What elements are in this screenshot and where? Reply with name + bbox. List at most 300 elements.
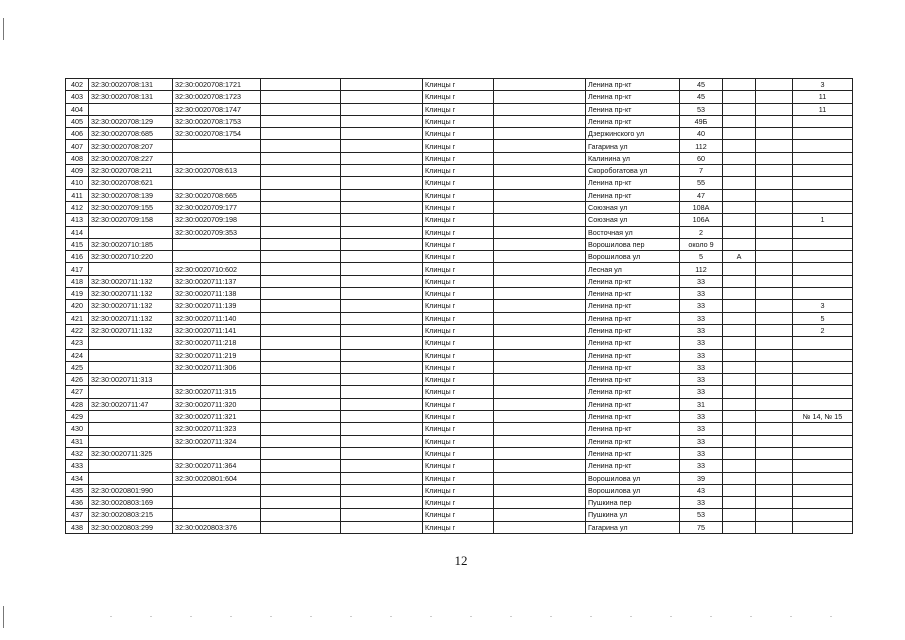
cadastral-number-cell: 32:30:0020803:169 xyxy=(89,497,173,509)
apartment-cell xyxy=(793,165,853,177)
blank-cell xyxy=(494,263,586,275)
blank-cell xyxy=(494,275,586,287)
city-cell: Клинцы г xyxy=(423,115,494,127)
city-cell: Клинцы г xyxy=(423,312,494,324)
cadastral-number-cell: 32:30:0020708:227 xyxy=(89,152,173,164)
cadastral-number-cell: 32:30:0020710:185 xyxy=(89,238,173,250)
blank-cell xyxy=(261,238,341,250)
city-cell: Клинцы г xyxy=(423,324,494,336)
blank-cell xyxy=(261,251,341,263)
blank-cell xyxy=(261,460,341,472)
apartment-cell xyxy=(793,201,853,213)
apartment-cell xyxy=(793,509,853,521)
cadastral-number-cell: 32:30:0020803:215 xyxy=(89,509,173,521)
apartment-cell xyxy=(793,140,853,152)
blank-cell xyxy=(756,103,793,115)
house-number-cell: 33 xyxy=(680,300,723,312)
blank-cell xyxy=(756,140,793,152)
blank-cell xyxy=(261,509,341,521)
building-cadastral-number-cell: 32:30:0020708:613 xyxy=(173,165,261,177)
street-cell: Ленина пр-кт xyxy=(586,103,680,115)
blank-cell xyxy=(341,312,423,324)
house-number-cell: 49Б xyxy=(680,115,723,127)
building-cadastral-number-cell: 32:30:0020708:665 xyxy=(173,189,261,201)
blank-cell xyxy=(756,386,793,398)
table-row xyxy=(66,177,853,189)
building-cadastral-number-cell: 32:30:0020711:140 xyxy=(173,312,261,324)
letter-cell xyxy=(723,411,756,423)
letter-cell xyxy=(723,275,756,287)
apartment-cell xyxy=(793,177,853,189)
apartment-cell: 2 xyxy=(793,324,853,336)
blank-cell xyxy=(341,521,423,533)
blank-cell xyxy=(261,91,341,103)
blank-cell xyxy=(756,214,793,226)
apartment-cell: 1 xyxy=(793,214,853,226)
letter-cell xyxy=(723,337,756,349)
blank-cell xyxy=(261,324,341,336)
house-number-cell: 55 xyxy=(680,177,723,189)
row-number-cell: 413 xyxy=(66,214,89,226)
apartment-cell xyxy=(793,398,853,410)
letter-cell xyxy=(723,361,756,373)
street-cell: Ленина пр-кт xyxy=(586,337,680,349)
city-cell: Клинцы г xyxy=(423,411,494,423)
cadastral-number-cell: 32:30:0020708:139 xyxy=(89,189,173,201)
table-row xyxy=(66,509,853,521)
cadastral-number-cell: 32:30:0020710:220 xyxy=(89,251,173,263)
house-number-cell: 75 xyxy=(680,521,723,533)
letter-cell xyxy=(723,214,756,226)
apartment-cell xyxy=(793,238,853,250)
blank-cell xyxy=(261,435,341,447)
building-cadastral-number-cell: 32:30:0020708:1723 xyxy=(173,91,261,103)
house-number-cell: 5 xyxy=(680,251,723,263)
street-cell: Ворошилова ул xyxy=(586,251,680,263)
blank-cell xyxy=(756,91,793,103)
cadastral-number-cell: 32:30:0020709:155 xyxy=(89,201,173,213)
blank-cell xyxy=(756,238,793,250)
blank-cell xyxy=(494,374,586,386)
blank-cell xyxy=(261,521,341,533)
apartment-cell: 3 xyxy=(793,79,853,91)
cadastral-number-cell xyxy=(89,423,173,435)
building-cadastral-number-cell: 32:30:0020711:141 xyxy=(173,324,261,336)
house-number-cell: 43 xyxy=(680,484,723,496)
cadastral-number-cell xyxy=(89,435,173,447)
cadastral-number-cell: 32:30:0020709:158 xyxy=(89,214,173,226)
blank-cell xyxy=(341,103,423,115)
blank-cell xyxy=(341,165,423,177)
blank-cell xyxy=(341,435,423,447)
blank-cell xyxy=(261,226,341,238)
blank-cell xyxy=(261,177,341,189)
street-cell: Ворошилова ул xyxy=(586,472,680,484)
table-row xyxy=(66,226,853,238)
apartment-cell xyxy=(793,128,853,140)
blank-cell xyxy=(756,275,793,287)
cadastral-number-cell: 32:30:0020803:299 xyxy=(89,521,173,533)
cadastral-number-cell: 32:30:0020708:621 xyxy=(89,177,173,189)
street-cell: Ленина пр-кт xyxy=(586,460,680,472)
letter-cell xyxy=(723,300,756,312)
apartment-cell xyxy=(793,251,853,263)
letter-cell xyxy=(723,497,756,509)
city-cell: Клинцы г xyxy=(423,374,494,386)
house-number-cell: 47 xyxy=(680,189,723,201)
apartment-cell: № 14, № 15 xyxy=(793,411,853,423)
blank-cell xyxy=(756,349,793,361)
house-number-cell: 45 xyxy=(680,79,723,91)
row-number-cell: 433 xyxy=(66,460,89,472)
cadastral-number-cell xyxy=(89,349,173,361)
street-cell: Скоробогатова ул xyxy=(586,165,680,177)
building-cadastral-number-cell: 32:30:0020709:177 xyxy=(173,201,261,213)
street-cell: Ленина пр-кт xyxy=(586,374,680,386)
house-number-cell: 33 xyxy=(680,423,723,435)
blank-cell xyxy=(494,423,586,435)
city-cell: Клинцы г xyxy=(423,300,494,312)
blank-cell xyxy=(494,472,586,484)
letter-cell xyxy=(723,79,756,91)
city-cell: Клинцы г xyxy=(423,201,494,213)
apartment-cell xyxy=(793,263,853,275)
blank-cell xyxy=(261,152,341,164)
house-number-cell: 33 xyxy=(680,460,723,472)
cadastral-number-cell: 32:30:0020708:131 xyxy=(89,91,173,103)
apartment-cell: 11 xyxy=(793,103,853,115)
blank-cell xyxy=(494,324,586,336)
row-number-cell: 422 xyxy=(66,324,89,336)
apartment-cell xyxy=(793,497,853,509)
cadastral-number-cell xyxy=(89,386,173,398)
table-row xyxy=(66,460,853,472)
city-cell: Клинцы г xyxy=(423,386,494,398)
scan-margin-mark-bottom xyxy=(3,606,4,628)
row-number-cell: 431 xyxy=(66,435,89,447)
blank-cell xyxy=(261,361,341,373)
table-row xyxy=(66,263,853,275)
letter-cell xyxy=(723,115,756,127)
row-number-cell: 429 xyxy=(66,411,89,423)
blank-cell xyxy=(261,300,341,312)
apartment-cell xyxy=(793,386,853,398)
table-row xyxy=(66,288,853,300)
letter-cell xyxy=(723,472,756,484)
cadastral-number-cell: 32:30:0020711:132 xyxy=(89,324,173,336)
letter-cell xyxy=(723,447,756,459)
apartment-cell xyxy=(793,152,853,164)
row-number-cell: 407 xyxy=(66,140,89,152)
house-number-cell: 112 xyxy=(680,263,723,275)
cadastral-number-cell: 32:30:0020708:207 xyxy=(89,140,173,152)
building-cadastral-number-cell xyxy=(173,152,261,164)
house-number-cell: 7 xyxy=(680,165,723,177)
building-cadastral-number-cell: 32:30:0020710:602 xyxy=(173,263,261,275)
street-cell: Ленина пр-кт xyxy=(586,324,680,336)
city-cell: Клинцы г xyxy=(423,398,494,410)
blank-cell xyxy=(494,103,586,115)
row-number-cell: 403 xyxy=(66,91,89,103)
blank-cell xyxy=(756,152,793,164)
letter-cell: А xyxy=(723,251,756,263)
letter-cell xyxy=(723,165,756,177)
apartment-cell xyxy=(793,337,853,349)
house-number-cell: 53 xyxy=(680,103,723,115)
house-number-cell: 33 xyxy=(680,386,723,398)
building-cadastral-number-cell: 32:30:0020803:376 xyxy=(173,521,261,533)
blank-cell xyxy=(494,349,586,361)
blank-cell xyxy=(494,115,586,127)
city-cell: Клинцы г xyxy=(423,349,494,361)
row-number-cell: 421 xyxy=(66,312,89,324)
blank-cell xyxy=(261,337,341,349)
cadastral-number-cell xyxy=(89,103,173,115)
cadastral-number-cell: 32:30:0020708:211 xyxy=(89,165,173,177)
blank-cell xyxy=(494,152,586,164)
blank-cell xyxy=(756,337,793,349)
blank-cell xyxy=(341,275,423,287)
city-cell: Клинцы г xyxy=(423,472,494,484)
apartment-cell xyxy=(793,472,853,484)
blank-cell xyxy=(756,521,793,533)
cadastral-number-cell: 32:30:0020711:132 xyxy=(89,288,173,300)
building-cadastral-number-cell xyxy=(173,484,261,496)
cadastral-number-cell: 32:30:0020708:685 xyxy=(89,128,173,140)
scan-margin-mark-top xyxy=(3,18,4,40)
street-cell: Союзная ул xyxy=(586,214,680,226)
house-number-cell: 108А xyxy=(680,201,723,213)
table-row xyxy=(66,128,853,140)
blank-cell xyxy=(341,423,423,435)
blank-cell xyxy=(494,361,586,373)
blank-cell xyxy=(494,337,586,349)
building-cadastral-number-cell: 32:30:0020801:604 xyxy=(173,472,261,484)
apartment-cell xyxy=(793,189,853,201)
street-cell: Ленина пр-кт xyxy=(586,177,680,189)
building-cadastral-number-cell: 32:30:0020711:321 xyxy=(173,411,261,423)
building-cadastral-number-cell: 32:30:0020711:324 xyxy=(173,435,261,447)
blank-cell xyxy=(756,79,793,91)
blank-cell xyxy=(261,165,341,177)
street-cell: Ленина пр-кт xyxy=(586,361,680,373)
table-row xyxy=(66,115,853,127)
street-cell: Ленина пр-кт xyxy=(586,189,680,201)
building-cadastral-number-cell: 32:30:0020711:323 xyxy=(173,423,261,435)
blank-cell xyxy=(756,226,793,238)
blank-cell xyxy=(341,484,423,496)
blank-cell xyxy=(341,140,423,152)
street-cell: Ленина пр-кт xyxy=(586,288,680,300)
building-cadastral-number-cell: 32:30:0020711:306 xyxy=(173,361,261,373)
blank-cell xyxy=(756,251,793,263)
blank-cell xyxy=(341,300,423,312)
blank-cell xyxy=(494,460,586,472)
apartment-cell xyxy=(793,423,853,435)
cadastral-number-cell: 32:30:0020711:47 xyxy=(89,398,173,410)
city-cell: Клинцы г xyxy=(423,497,494,509)
letter-cell xyxy=(723,521,756,533)
city-cell: Клинцы г xyxy=(423,238,494,250)
blank-cell xyxy=(494,226,586,238)
row-number-cell: 423 xyxy=(66,337,89,349)
blank-cell xyxy=(341,361,423,373)
blank-cell xyxy=(756,288,793,300)
letter-cell xyxy=(723,484,756,496)
page-number: 12 xyxy=(454,553,468,568)
building-cadastral-number-cell xyxy=(173,497,261,509)
letter-cell xyxy=(723,324,756,336)
letter-cell xyxy=(723,201,756,213)
city-cell: Клинцы г xyxy=(423,447,494,459)
apartment-cell: 5 xyxy=(793,312,853,324)
table-row xyxy=(66,275,853,287)
blank-cell xyxy=(341,79,423,91)
blank-cell xyxy=(494,91,586,103)
blank-cell xyxy=(261,484,341,496)
letter-cell xyxy=(723,152,756,164)
blank-cell xyxy=(261,472,341,484)
city-cell: Клинцы г xyxy=(423,288,494,300)
row-number-cell: 432 xyxy=(66,447,89,459)
cadastral-number-cell xyxy=(89,263,173,275)
row-number-cell: 435 xyxy=(66,484,89,496)
apartment-cell: 11 xyxy=(793,91,853,103)
street-cell: Ленина пр-кт xyxy=(586,423,680,435)
street-cell: Ленина пр-кт xyxy=(586,411,680,423)
letter-cell xyxy=(723,189,756,201)
city-cell: Клинцы г xyxy=(423,361,494,373)
table-row xyxy=(66,79,853,91)
house-number-cell: 33 xyxy=(680,497,723,509)
row-number-cell: 406 xyxy=(66,128,89,140)
blank-cell xyxy=(341,386,423,398)
blank-cell xyxy=(341,288,423,300)
blank-cell xyxy=(341,460,423,472)
blank-cell xyxy=(756,300,793,312)
row-number-cell: 404 xyxy=(66,103,89,115)
blank-cell xyxy=(494,238,586,250)
letter-cell xyxy=(723,238,756,250)
table-row xyxy=(66,398,853,410)
city-cell: Клинцы г xyxy=(423,152,494,164)
registry-table xyxy=(65,78,853,534)
row-number-cell: 416 xyxy=(66,251,89,263)
table-row xyxy=(66,189,853,201)
blank-cell xyxy=(494,201,586,213)
street-cell: Ленина пр-кт xyxy=(586,91,680,103)
street-cell: Ленина пр-кт xyxy=(586,447,680,459)
house-number-cell: 33 xyxy=(680,374,723,386)
table-row xyxy=(66,152,853,164)
blank-cell xyxy=(261,263,341,275)
street-cell: Дзержинского ул xyxy=(586,128,680,140)
street-cell: Ленина пр-кт xyxy=(586,275,680,287)
house-number-cell: 60 xyxy=(680,152,723,164)
building-cadastral-number-cell xyxy=(173,374,261,386)
apartment-cell xyxy=(793,521,853,533)
row-number-cell: 434 xyxy=(66,472,89,484)
cadastral-number-cell xyxy=(89,411,173,423)
blank-cell xyxy=(341,374,423,386)
apartment-cell xyxy=(793,226,853,238)
blank-cell xyxy=(494,189,586,201)
city-cell: Клинцы г xyxy=(423,263,494,275)
city-cell: Клинцы г xyxy=(423,435,494,447)
blank-cell xyxy=(756,201,793,213)
building-cadastral-number-cell: 32:30:0020711:219 xyxy=(173,349,261,361)
row-number-cell: 402 xyxy=(66,79,89,91)
house-number-cell: 33 xyxy=(680,288,723,300)
cadastral-number-cell: 32:30:0020711:132 xyxy=(89,312,173,324)
apartment-cell xyxy=(793,361,853,373)
blank-cell xyxy=(341,337,423,349)
street-cell: Гагарина ул xyxy=(586,521,680,533)
blank-cell xyxy=(756,165,793,177)
building-cadastral-number-cell xyxy=(173,177,261,189)
letter-cell xyxy=(723,177,756,189)
street-cell: Союзная ул xyxy=(586,201,680,213)
building-cadastral-number-cell: 32:30:0020711:218 xyxy=(173,337,261,349)
table-row xyxy=(66,91,853,103)
table-row xyxy=(66,214,853,226)
table-row xyxy=(66,300,853,312)
blank-cell xyxy=(341,398,423,410)
blank-cell xyxy=(756,263,793,275)
letter-cell xyxy=(723,312,756,324)
blank-cell xyxy=(756,128,793,140)
cadastral-number-cell: 32:30:0020711:132 xyxy=(89,300,173,312)
table-row xyxy=(66,435,853,447)
house-number-cell: 33 xyxy=(680,312,723,324)
building-cadastral-number-cell: 32:30:0020708:1721 xyxy=(173,79,261,91)
blank-cell xyxy=(756,497,793,509)
house-number-cell: 2 xyxy=(680,226,723,238)
cadastral-number-cell xyxy=(89,361,173,373)
letter-cell xyxy=(723,91,756,103)
city-cell: Клинцы г xyxy=(423,214,494,226)
letter-cell xyxy=(723,288,756,300)
street-cell: Пушкина пер xyxy=(586,497,680,509)
letter-cell xyxy=(723,398,756,410)
building-cadastral-number-cell: 32:30:0020709:353 xyxy=(173,226,261,238)
letter-cell xyxy=(723,460,756,472)
row-number-cell: 424 xyxy=(66,349,89,361)
city-cell: Клинцы г xyxy=(423,103,494,115)
letter-cell xyxy=(723,263,756,275)
blank-cell xyxy=(494,165,586,177)
row-number-cell: 428 xyxy=(66,398,89,410)
house-number-cell: 39 xyxy=(680,472,723,484)
table-row xyxy=(66,411,853,423)
apartment-cell xyxy=(793,484,853,496)
blank-cell xyxy=(341,91,423,103)
table-row xyxy=(66,201,853,213)
row-number-cell: 417 xyxy=(66,263,89,275)
blank-cell xyxy=(494,398,586,410)
building-cadastral-number-cell: 32:30:0020711:137 xyxy=(173,275,261,287)
blank-cell xyxy=(756,361,793,373)
cadastral-number-cell: 32:30:0020801:990 xyxy=(89,484,173,496)
blank-cell xyxy=(494,447,586,459)
street-cell: Гагарина ул xyxy=(586,140,680,152)
street-cell: Ленина пр-кт xyxy=(586,386,680,398)
row-number-cell: 414 xyxy=(66,226,89,238)
blank-cell xyxy=(494,251,586,263)
street-cell: Ленина пр-кт xyxy=(586,115,680,127)
letter-cell xyxy=(723,349,756,361)
city-cell: Клинцы г xyxy=(423,226,494,238)
